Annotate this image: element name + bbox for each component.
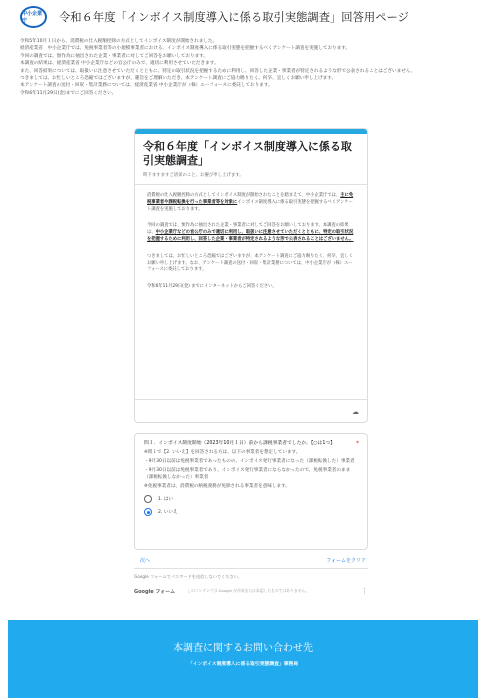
radio-option-no[interactable] xyxy=(144,508,358,516)
question-note: ※問１で【2. いいえ】を回答される方は、以下の事業者を想定しています。 xyxy=(144,450,301,455)
question-note: ・9月30日以前は免税事業者であったものの、インボイス発行事業者になった（課税転換した）事業者 xyxy=(144,459,355,464)
divider xyxy=(134,568,368,569)
option-label: 2. いいえ xyxy=(158,510,178,515)
radio-button[interactable] xyxy=(144,495,152,503)
divider xyxy=(135,184,367,185)
question-card xyxy=(134,433,368,550)
form-greeting: 時下ますますご清栄のこと、お慶び申し上げます。 xyxy=(143,173,244,178)
intro-line: また、回答結果については、取扱いに注意させていただくとともに、特定の取引状況を把握するために利用し、回答した企業・事業者が特定されるような形で公表されることはございません。 xyxy=(20,68,416,74)
next-button[interactable]: 次へ xyxy=(140,558,151,564)
question-text: 問１．インボイス制度開始（2023年10月１日）前から課税事業者でしたか。【○は1つ】 xyxy=(144,441,335,446)
radio-button-selected[interactable] xyxy=(144,508,152,516)
deadline-text: 令和6年11月29日(金) までにインターネットからご回答ください。 xyxy=(147,284,277,290)
form-paragraph xyxy=(147,223,355,243)
intro-line: 令和6年11月29日(金)までにご回答ください。 xyxy=(20,90,117,96)
clear-form-button[interactable]: フォームをクリア xyxy=(326,558,366,564)
cloud-save-icon: ☁ xyxy=(352,408,359,416)
text: インボイス制度導入に係る取引実態を把握するべくアンケート調査を実施しております。 xyxy=(147,199,353,212)
question-note: ・9月30日以前は免税事業者であり、インボイス発行事業者にならなかったので、免税事業者のまま（課税転換しなかった）事業者 xyxy=(144,468,351,480)
content-disclaimer: このコンテンツは Google が作成または承認したものではありません。 xyxy=(187,588,310,593)
form-description xyxy=(135,187,367,307)
option-label: 1. はい xyxy=(158,497,174,502)
text: 今回の調査では、無作為に抽出された企業・事業者に対してご回答をお願いしております。本調査の結果は、 xyxy=(147,223,349,236)
form-paragraph: つきましては、お忙しいところ恐縮ではございますが、本アンケート調査にご協力賜りたく、何卒、宜しくお願い申し上げます。なお、アンケート調査の送付・回収・集計業務については、中小企業庁が（株）エーフォースに委託しております。 xyxy=(147,253,353,273)
more-options-icon[interactable]: ⋮ xyxy=(361,587,368,595)
contact-banner xyxy=(8,620,478,698)
radio-option-yes[interactable] xyxy=(144,495,358,503)
intro-line: 経済産業省 中小企業庁では、免税事業者等の小規模事業者における、インボイス制度導入に係る取引実態を把握するべくアンケート調査を実施しております。 xyxy=(20,46,351,52)
intro-line: 今回の調査では、無作為に抽出された企業・事業者に対してご回答をお願いしております。 xyxy=(20,53,208,59)
question-note: ※免税事業者は、消費税の納税義務が免除される事業者を意味します。 xyxy=(144,484,290,489)
form-paragraph xyxy=(147,193,355,213)
google-forms-brand[interactable]: Google フォーム xyxy=(134,588,176,595)
form-navigation xyxy=(140,557,366,564)
password-notice: Google フォームでパスワードを送信しないでください。 xyxy=(134,574,243,579)
intro-line: 令和5年10月１日から、消費税の仕入税額控除の方式としてインボイス制度が開始されました。 xyxy=(20,39,218,44)
page-title: 令和６年度「インボイス制度導入に係る取引実態調査」回答用ページ xyxy=(59,11,409,24)
required-mark: * xyxy=(356,440,359,447)
intro-line: 本調査の結果は、経済産業省 中小企業庁などの官公庁のみで、適切に利用させていただきます。 xyxy=(20,61,219,67)
contact-subtitle: 「インボイス制度導入に係る取引実態調査」事務局 xyxy=(187,662,299,667)
chusho-logo: 中小企業庁 xyxy=(20,6,47,28)
intro-line: つきましては、お忙しいところ恐縮ではございますが、趣旨をご理解いただき、本アンケート調査にご協力賜りたく、何卒、宜しくお願い申し上げます。 xyxy=(20,76,337,82)
form-header-card xyxy=(134,128,368,423)
intro-line: 本アンケート調査の送付・回収・集計業務については、経済産業省 中小企業庁が（株）エーフォースに委託しております。 xyxy=(20,83,273,89)
divider xyxy=(135,399,367,400)
text: 消費税の仕入税額控除の方式としてインボイス制度が開始されたことを踏まえて、中小企業庁では、 xyxy=(147,193,341,198)
intro-text xyxy=(20,38,470,97)
emphasis-text: 主に免税事業者や課税転換を行った事業者等を対象に xyxy=(147,193,354,205)
form-title: 令和６年度「インボイス制度導入に係る取引実態調査」 xyxy=(143,140,352,167)
emphasis-text: 中小企業庁などの官公庁のみで適切に利用し、取扱いに注意させていただくとともに、特定の取引状況を把握するために利用し、回答した企業・事業者が特定されるような形で公表されることはございません。 xyxy=(147,230,354,242)
question-title xyxy=(144,440,358,447)
contact-title: 本調査に関するお問い合わせ先 xyxy=(173,643,313,654)
google-forms-footer xyxy=(134,585,368,597)
page-header xyxy=(20,6,409,28)
